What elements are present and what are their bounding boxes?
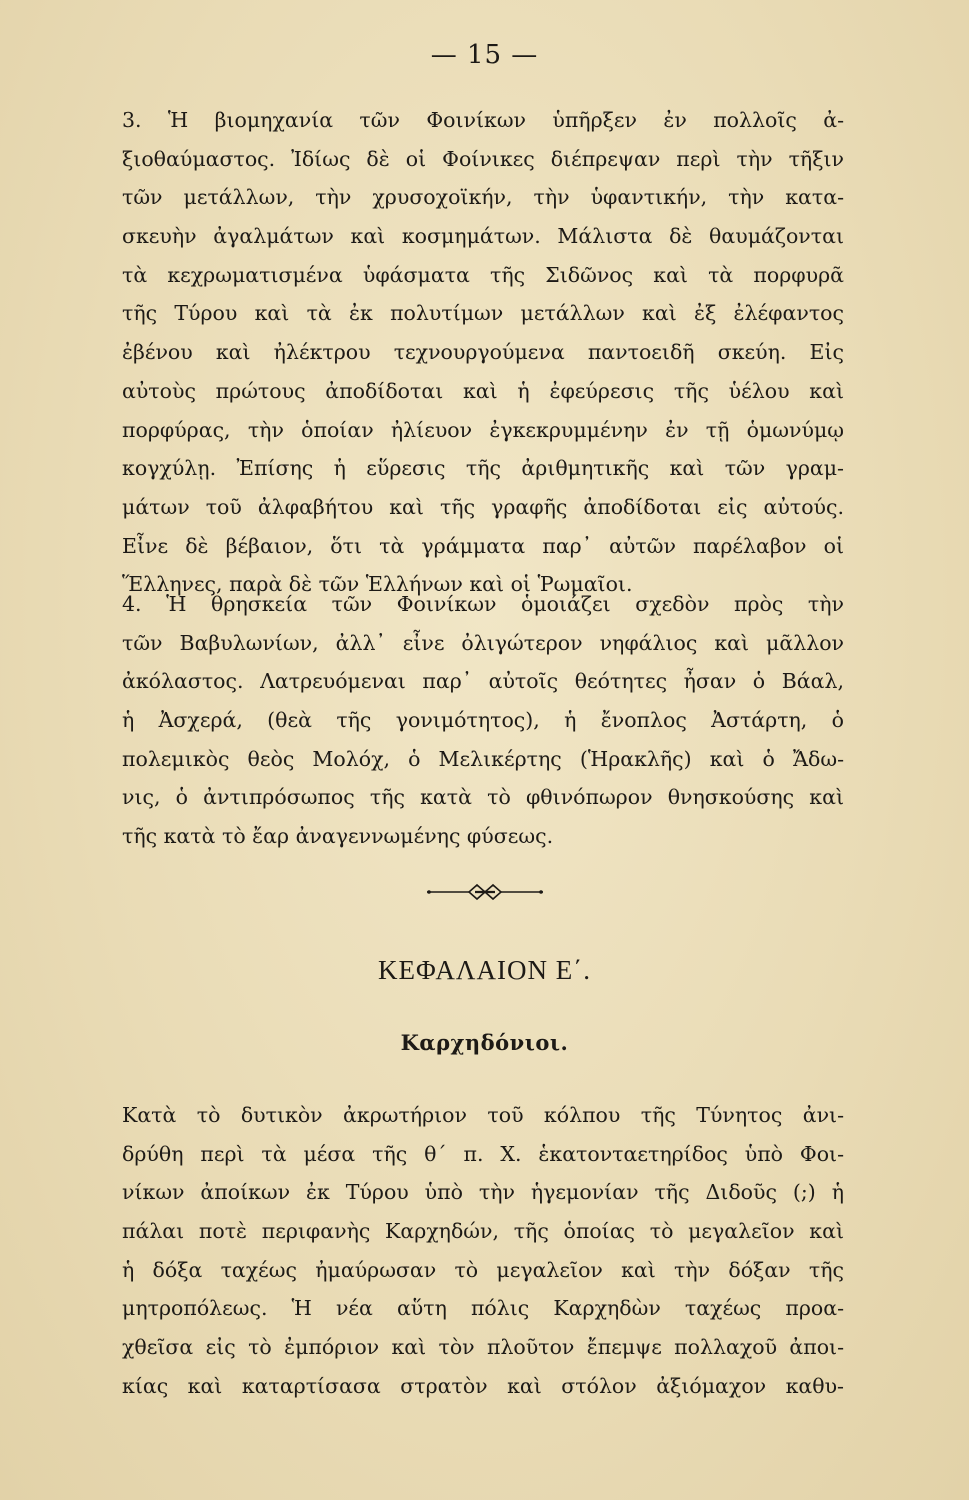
text-line: πορφύρας, τὴν ὁποίαν ἠλίευον ἐγκεκρυμμένην ἐν τῇ ὁμωνύμῳ <box>122 417 844 442</box>
text-line: Κατὰ τὸ δυτικὸν ἀκρωτήριον τοῦ κόλπου τῆς Τύνητος ἀνι- <box>122 1103 844 1127</box>
text-line: ξιοθαύμαστος. Ἰδίως δὲ οἱ Φοίνικες διέπρεψαν περὶ τὴν τῆξιν <box>122 146 844 171</box>
text-line: τῆς κατὰ τὸ ἔαρ ἀναγεννωμένης φύσεως. <box>122 824 554 849</box>
text-line: τὰ κεχρωματισμένα ὑφάσματα τῆς Σιδῶνος καὶ τὰ πορφυρᾶ <box>122 262 844 287</box>
text-line: 3. Ἡ βιομηχανία τῶν Φοινίκων ὑπῆρξεν ἐν πολλοῖς ἀ- <box>122 108 844 132</box>
text-line: κίας καὶ καταρτίσασα στρατὸν καὶ στόλον ἀξιόμαχον καθυ- <box>122 1373 844 1398</box>
text-line: τῶν Βαβυλωνίων, ἀλλ᾽ εἶνε ὀλιγώτερον νηφάλιος καὶ μᾶλλον <box>122 630 844 655</box>
text-line: Ἕλληνες, παρὰ δὲ τῶν Ἑλλήνων καὶ οἱ Ῥωμαῖοι. <box>122 572 633 597</box>
text-line: αὐτοὺς πρώτους ἀποδίδοται καὶ ἡ ἐφεύρεσις τῆς ὑέλου καὶ <box>122 378 844 403</box>
text-line: μητροπόλεως. Ἡ νέα αὕτη πόλις Καρχηδὼν ταχέως προα- <box>122 1296 844 1321</box>
text-line: ἐβένου καὶ ἠλέκτρου τεχνουργούμενα παντοειδῆ σκεύη. Εἰς <box>122 340 844 365</box>
text-line: ἡ δόξα ταχέως ἠμαύρωσαν τὸ μεγαλεῖον καὶ τὴν δόξαν τῆς <box>122 1257 844 1282</box>
paragraph-3 <box>122 101 844 604</box>
text-line: ἡ Ἀσχερά, (θεὰ τῆς γονιμότητος), ἡ ἔνοπλος Ἀστάρτη, ὁ <box>122 708 844 733</box>
page-number: — 15 — <box>430 40 539 70</box>
text-line: σκευὴν ἀγαλμάτων καὶ κοσμημάτων. Μάλιστα δὲ θαυμάζονται <box>122 224 844 249</box>
text-line: ἀκόλαστος. Λατρευόμεναι παρ᾽ αὐτοῖς θεότητες ἦσαν ὁ Βάαλ, <box>122 669 844 694</box>
text-line: Εἶνε δὲ βέβαιον, ὅτι τὰ γράμματα παρ᾽ αὐτῶν παρέλαβον οἱ <box>122 533 844 558</box>
text-line: πάλαι ποτὲ περιφανὴς Καρχηδών, τῆς ὁποίας τὸ μεγαλεῖον καὶ <box>122 1219 844 1244</box>
text-line: πολεμικὸς θεὸς Μολόχ, ὁ Μελικέρτης (Ἡρακλῆς) καὶ ὁ Ἄδω- <box>122 746 844 771</box>
text-line: 4. Ἡ θρησκεία τῶν Φοινίκων ὁμοιάζει σχεδὸν πρὸς τὴν <box>122 592 844 616</box>
paragraph-4 <box>122 585 844 856</box>
paragraph-5 <box>122 1096 844 1406</box>
text-line: νίκων ἀποίκων ἐκ Τύρου ὑπὸ τὴν ἡγεμονίαν τῆς Διδοῦς (;) ἡ <box>122 1180 844 1205</box>
chapter-heading: ΚΕΦΑΛΑΙΟΝ Ε΄. <box>378 955 591 985</box>
text-line: δρύθη περὶ τὰ μέσα τῆς θ΄ π. Χ. ἑκατονταετηρίδος ὑπὸ Φοι- <box>122 1141 844 1166</box>
text-line: νις, ὁ ἀντιπρόσωπος τῆς κατὰ τὸ φθινόπωρον θνησκούσης καὶ <box>122 785 844 810</box>
chapter-subtitle: Καρχηδόνιοι. <box>400 1030 569 1055</box>
decorative-rule-icon <box>425 880 545 904</box>
text-line: τῆς Τύρου καὶ τὰ ἐκ πολυτίμων μετάλλων καὶ ἐξ ἐλέφαντος <box>122 301 844 326</box>
text-line: μάτων τοῦ ἀλφαβήτου καὶ τῆς γραφῆς ἀποδίδοται εἰς αὐτούς. <box>122 494 844 519</box>
text-line: τῶν μετάλλων, τὴν χρυσοχοϊκήν, τὴν ὑφαντικήν, τὴν κατα- <box>122 185 844 210</box>
text-line: χθεῖσα εἰς τὸ ἐμπόριον καὶ τὸν πλοῦτον ἔπεμψε πολλαχοῦ ἀποι- <box>122 1335 844 1360</box>
text-line: κογχύλῃ. Ἐπίσης ἡ εὕρεσις τῆς ἀριθμητικῆς καὶ τῶν γραμ- <box>122 456 844 481</box>
